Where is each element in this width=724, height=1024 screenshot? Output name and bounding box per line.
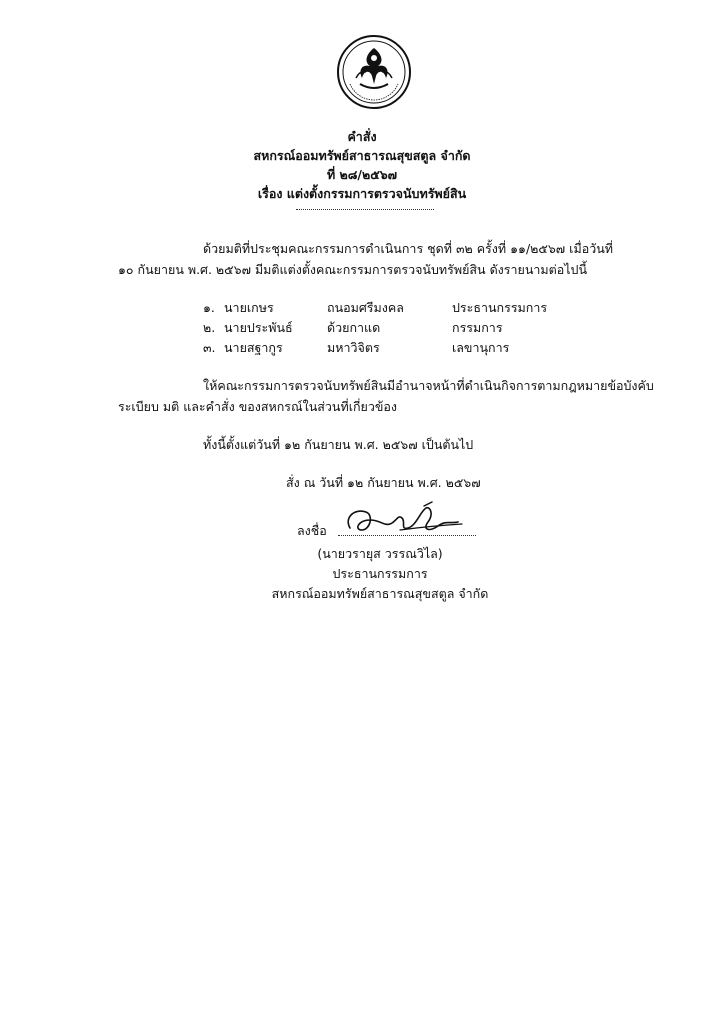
- paragraph-2-line-1: ให้คณะกรรมการตรวจนับทรัพย์สินมีอำนาจหน้าที่ดำเนินกิจการตามกฎหมายข้อบังคับ: [203, 378, 654, 393]
- signature-line: [338, 535, 476, 536]
- member-role: กรรมการ: [452, 320, 503, 335]
- member-number: ๑.: [203, 300, 215, 315]
- signer-position: ประธานกรรมการ: [332, 566, 428, 581]
- signer-name: (นายวรายุส วรรณวิไล): [317, 546, 443, 561]
- member-role: ประธานกรรมการ: [452, 300, 548, 315]
- member-first-name: นายเกษร: [224, 300, 274, 315]
- member-first-name: นายสฐากูร: [224, 340, 283, 355]
- sign-label: ลงชื่อ: [297, 523, 327, 538]
- member-last-name: ด้วยกาแด: [327, 320, 381, 335]
- header-divider: [296, 209, 434, 210]
- order-subject: เรื่อง แต่งตั้งกรรมการตรวจนับทรัพย์สิน: [257, 186, 467, 201]
- member-last-name: ถนอมศรีมงคล: [327, 300, 404, 315]
- member-number: ๒.: [203, 320, 216, 335]
- paragraph-1-line-2: ๑๐ กันยายน พ.ศ. ๒๕๖๗ มีมติแต่งตั้งคณะกรรมการตรวจนับทรัพย์สิน ดังรายนามต่อไปนี้: [118, 262, 588, 277]
- cooperative-seal-logo: [336, 34, 412, 110]
- order-date: สั่ง ณ วันที่ ๑๒ กันยายน พ.ศ. ๒๕๖๗: [286, 475, 481, 490]
- member-role: เลขานุการ: [452, 340, 510, 355]
- organization-title: สหกรณ์ออมทรัพย์สาธารณสุขสตูล จำกัด: [253, 148, 471, 163]
- order-word: คำสั่ง: [347, 129, 377, 144]
- signer-organization: สหกรณ์ออมทรัพย์สาธารณสุขสตูล จำกัด: [271, 586, 489, 601]
- paragraph-2-line-2: ระเบียบ มติ และคำสั่ง ของสหกรณ์ในส่วนที่เกี่ยวข้อง: [118, 399, 398, 414]
- member-first-name: นายประพันธ์: [224, 320, 293, 335]
- handwritten-signature: [340, 500, 470, 540]
- member-last-name: มหาวิจิตร: [327, 340, 380, 355]
- order-number: ที่ ๒๘/๒๕๖๗: [326, 167, 398, 182]
- member-number: ๓.: [203, 340, 216, 355]
- effective-date: ทั้งนี้ตั้งแต่วันที่ ๑๒ กันยายน พ.ศ. ๒๕๖๗ เป็นต้นไป: [203, 437, 474, 452]
- paragraph-1-line-1: ด้วยมติที่ประชุมคณะกรรมการดำเนินการ ชุดที่ ๓๒ ครั้งที่ ๑๑/๒๕๖๗ เมื่อวันที่: [203, 241, 614, 256]
